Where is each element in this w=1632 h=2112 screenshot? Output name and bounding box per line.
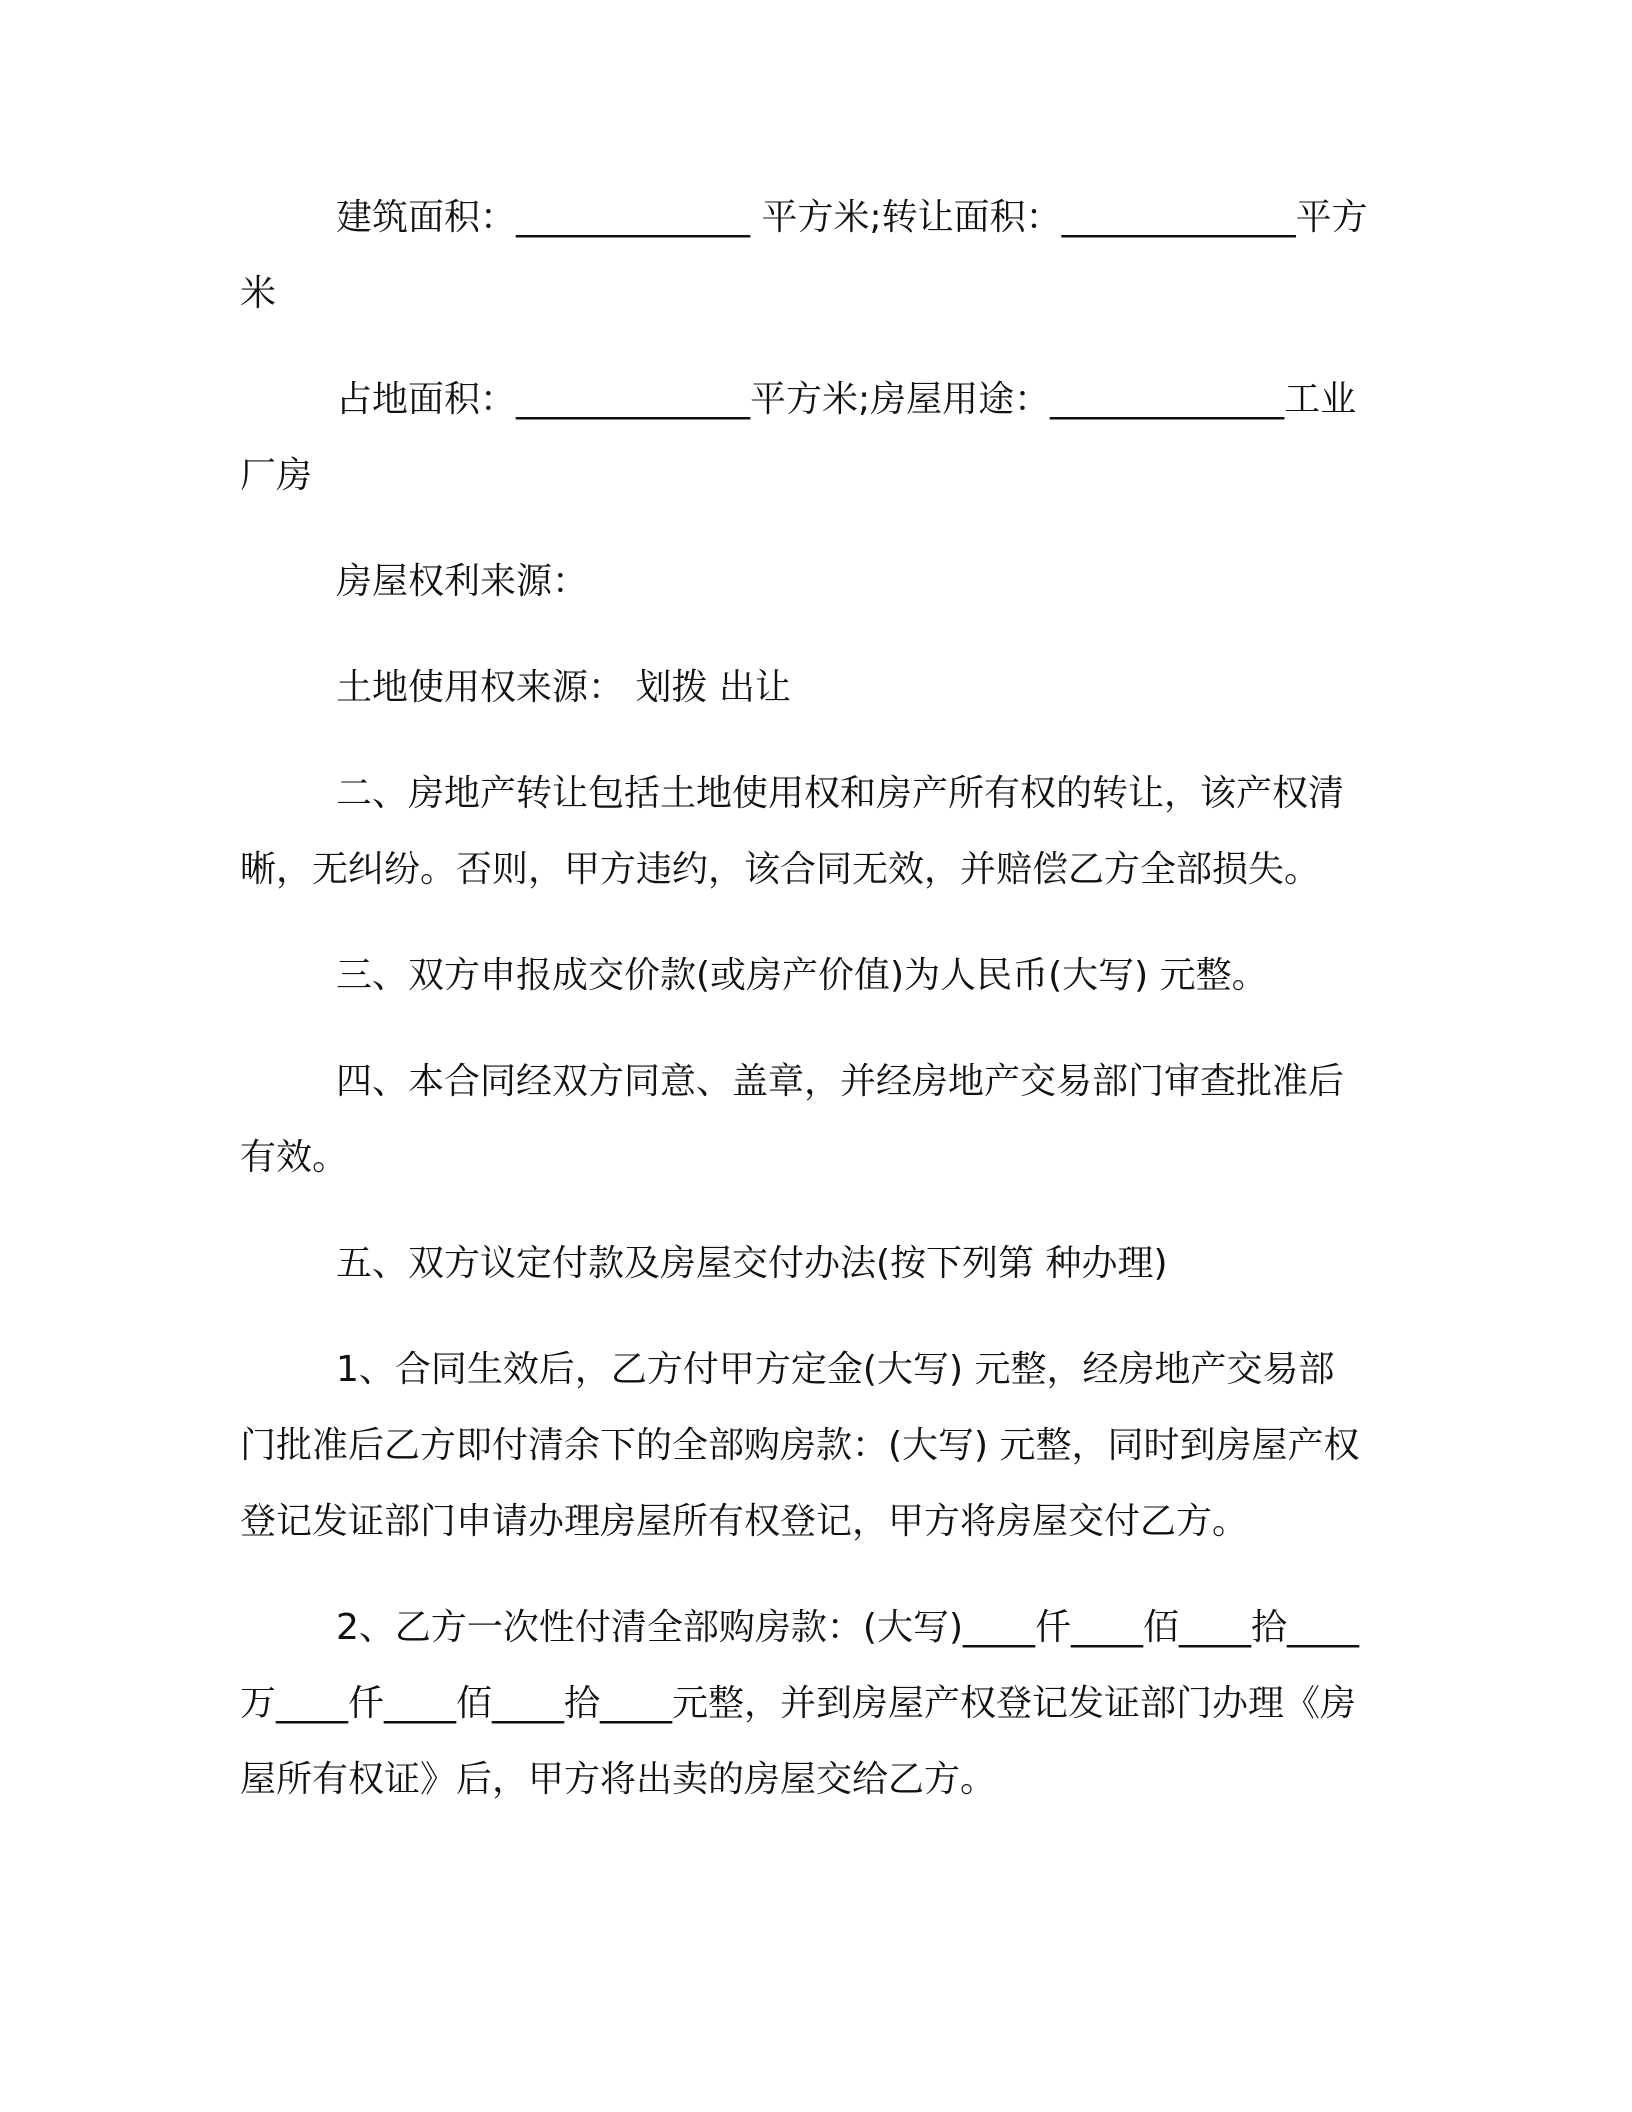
paragraph-payment-option-1: 1、合同生效后，乙方付甲方定金(大写) 元整，经房地产交易部门批准后乙方即付清余下的全部购房款：(大写) 元整，同时到房屋产权登记发证部门申请办理房屋所有权登记，甲方将房屋交付乙方。	[240, 1349, 1360, 1542]
paragraph-clause-5: 五、双方议定付款及房屋交付办法(按下列第 种办理)	[336, 1243, 1168, 1284]
paragraph-land-use-source: 土地使用权来源： 划拨 出让	[336, 667, 791, 708]
paragraph-payment-option-2: 2、乙方一次性付清全部购房款：(大写)____仟____佰____拾____万____仟____佰____拾____元整，并到房屋产权登记发证部门办理《房屋所有权证》后，甲方将出卖的房屋交给乙方。	[240, 1607, 1359, 1800]
paragraph-clause-4: 四、本合同经双方同意、盖章，并经房地产交易部门审查批准后有效。	[240, 1061, 1345, 1178]
document-page	[240, 180, 1370, 1818]
paragraph-clause-3: 三、双方申报成交价款(或房产价值)为人民币(大写) 元整。	[336, 955, 1268, 996]
paragraph-building-area: 建筑面积：_____________ 平方米;转让面积：_____________平方米	[240, 197, 1368, 314]
paragraph-clause-2: 二、房地产转让包括土地使用权和房产所有权的转让，该产权清晰，无纠纷。否则，甲方违约，该合同无效，并赔偿乙方全部损失。	[240, 773, 1345, 890]
paragraph-land-area: 占地面积：_____________平方米;房屋用途：_____________工业厂房	[240, 379, 1357, 496]
paragraph-rights-source: 房屋权利来源：	[336, 561, 589, 602]
